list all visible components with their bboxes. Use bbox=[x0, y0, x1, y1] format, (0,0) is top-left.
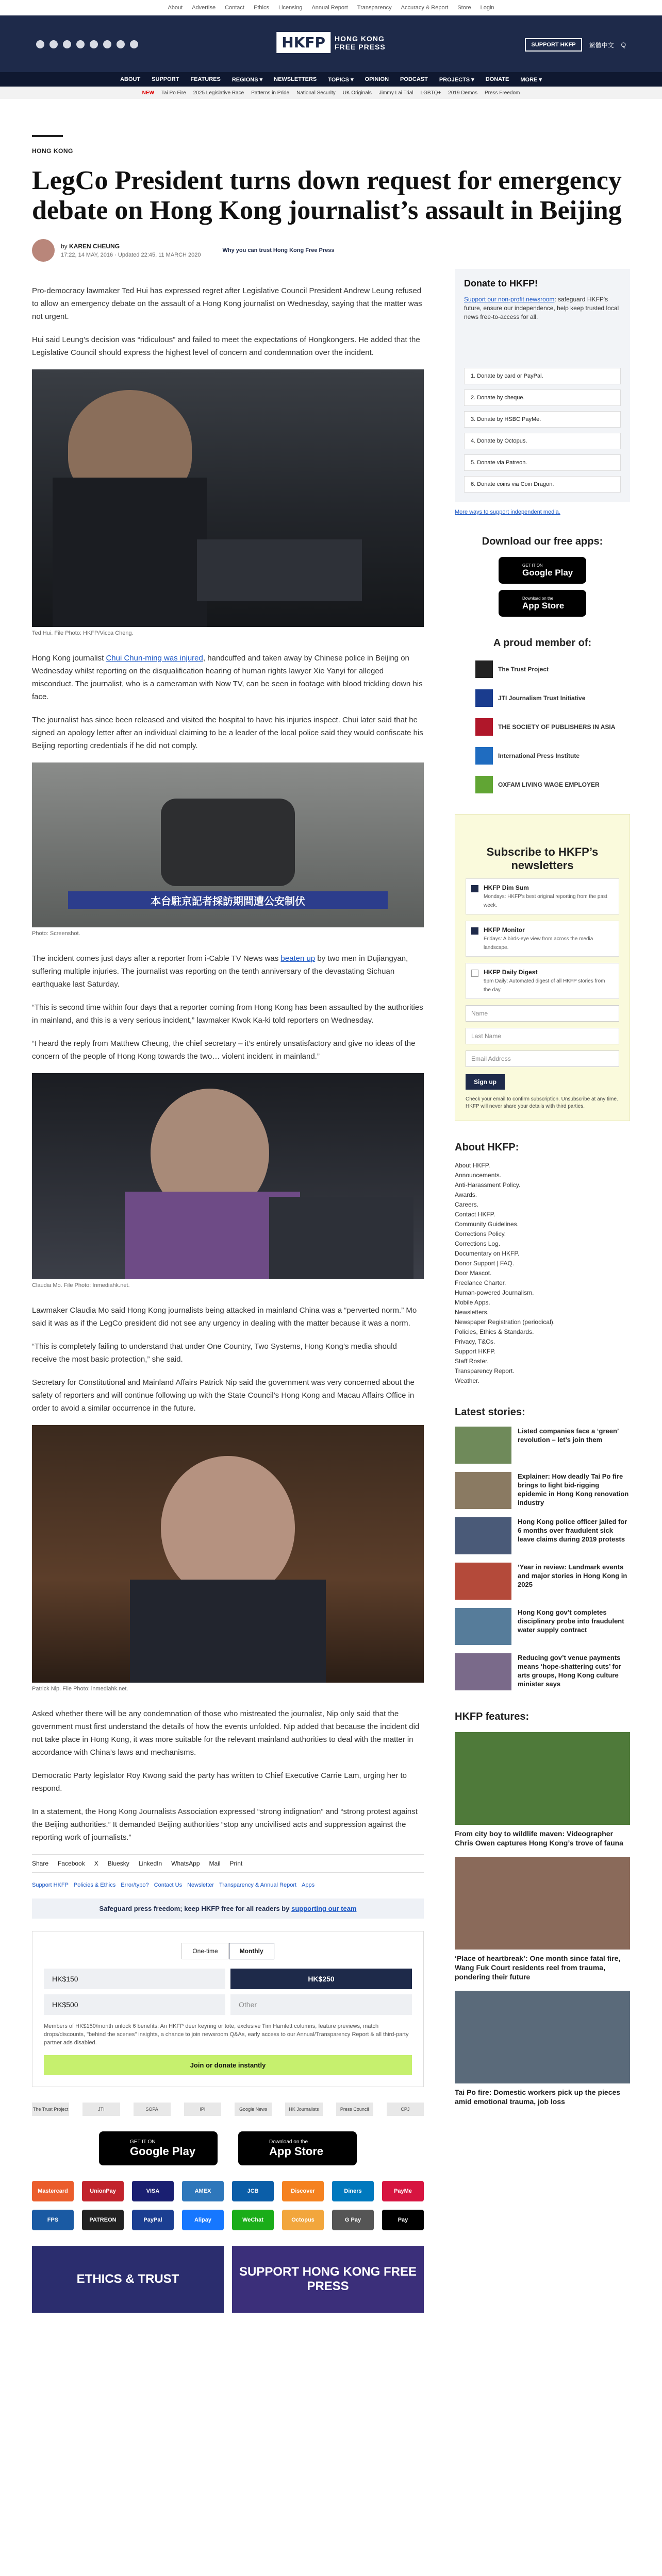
util-link[interactable]: Accuracy & Report bbox=[401, 4, 449, 11]
name-field[interactable]: Name bbox=[466, 1005, 619, 1022]
feature-story[interactable] bbox=[455, 1732, 630, 1848]
share-link[interactable]: Facebook bbox=[58, 1860, 85, 1867]
feature-story[interactable] bbox=[455, 1991, 630, 2106]
story-thumbnail[interactable] bbox=[455, 1608, 511, 1645]
logo-line1: HONG KONG bbox=[335, 34, 385, 43]
payment-logo: VISA bbox=[132, 2181, 174, 2201]
nav-item[interactable]: FEATURES bbox=[190, 76, 221, 82]
footer-link[interactable]: Policies & Ethics bbox=[73, 1882, 116, 1888]
trending-item[interactable]: Tai Po Fire bbox=[161, 90, 186, 96]
about-link[interactable]: Documentary on HKFP. bbox=[455, 1250, 520, 1257]
paragraph-9: “This is completely failing to understand that under One Country, Two Systems, Hong Kong’s media should receive the most basic protection,” she said. bbox=[32, 1342, 397, 1364]
member-item[interactable] bbox=[455, 776, 630, 793]
newsletter-title: Subscribe to HKFP’s newsletters bbox=[486, 845, 599, 872]
author-prefix: by bbox=[61, 243, 68, 250]
sign-up-button[interactable]: Sign up bbox=[466, 1074, 505, 1090]
newsletter-checkbox[interactable] bbox=[471, 970, 478, 977]
partner-logo[interactable]: HK Journalists bbox=[285, 2103, 322, 2116]
newsletter-checkbox[interactable] bbox=[471, 885, 478, 892]
nav-item[interactable]: DONATE bbox=[485, 76, 509, 82]
nav-item[interactable]: PODCAST bbox=[400, 76, 428, 82]
sgp-line1: GET IT ON bbox=[522, 563, 543, 568]
payment-logo: Diners bbox=[332, 2181, 374, 2201]
partner-logo[interactable]: CPJ bbox=[387, 2103, 424, 2116]
search-icon[interactable]: Q bbox=[621, 41, 626, 48]
about-link[interactable]: Privacy, T&Cs. bbox=[455, 1338, 495, 1345]
paragraph-13: In a statement, the Hong Kong Journalists Association expressed “strong indignation” and “strong protest against the Beijing authorities.” It demanded Beijing authorities “stop any uncivilised acts and suppression against the reporting work of journalists.” bbox=[32, 1807, 418, 1842]
about-link[interactable]: Announcements. bbox=[455, 1172, 502, 1179]
footer-link[interactable]: Support HKFP bbox=[32, 1882, 69, 1888]
donate-option[interactable]: 5. Donate via Patreon. bbox=[464, 454, 621, 471]
nav-item[interactable]: PROJECTS ▾ bbox=[439, 76, 474, 83]
nav-item[interactable]: TOPICS ▾ bbox=[328, 76, 354, 83]
payment-logo: AMEX bbox=[182, 2181, 224, 2201]
sas-line1: Download on the bbox=[522, 596, 554, 601]
member-logo bbox=[475, 776, 493, 793]
paragraph-10: Secretary for Constitutional and Mainland Affairs Patrick Nip said the government was very concerned about the safety of reporters and will continue following up with the State Council’s Hong Kong and Macau Affairs Office in order to avoid a similar occurrence in the future. bbox=[32, 1378, 415, 1413]
site-header bbox=[0, 15, 662, 72]
amount-250[interactable]: HK$250 bbox=[230, 1969, 412, 1989]
newsletter-option[interactable] bbox=[466, 963, 619, 999]
sgp-line2: Google Play bbox=[522, 567, 573, 578]
util-link[interactable]: Store bbox=[457, 4, 471, 11]
sidebar-google-play[interactable] bbox=[499, 557, 586, 584]
donate-option[interactable]: 4. Donate by Octopus. bbox=[464, 433, 621, 449]
share-link[interactable]: Mail bbox=[209, 1860, 221, 1867]
newsletter-name: HKFP Monitor bbox=[484, 926, 525, 934]
facebook-icon[interactable] bbox=[36, 40, 44, 48]
linkedin-icon[interactable] bbox=[103, 40, 111, 48]
article-footer-links bbox=[32, 1882, 424, 1888]
photo-claudia-mo bbox=[32, 1073, 424, 1279]
paragraph-3 bbox=[32, 652, 424, 703]
utility-bar bbox=[0, 0, 662, 15]
chui-injured-link[interactable]: Chui Chun-ming was injured bbox=[106, 654, 203, 663]
latest-story[interactable] bbox=[455, 1427, 630, 1464]
newsletter-name: HKFP Daily Digest bbox=[484, 969, 538, 976]
story-thumbnail[interactable] bbox=[455, 1563, 511, 1600]
gp-line2: Google Play bbox=[130, 2144, 196, 2158]
donate-widget bbox=[32, 1931, 424, 2087]
newsletter-desc: Mondays: HKFP's best original reporting from the past week. bbox=[484, 894, 607, 908]
photo-suit bbox=[53, 478, 207, 627]
payment-logo: Pay bbox=[382, 2210, 424, 2230]
latest-story[interactable] bbox=[455, 1563, 630, 1600]
newsletter-option[interactable] bbox=[466, 878, 619, 914]
payment-logo: PayPal bbox=[132, 2210, 174, 2230]
amount-500[interactable]: HK$500 bbox=[44, 1994, 225, 2015]
footer-link[interactable]: Apps bbox=[302, 1882, 315, 1888]
donate-option[interactable]: 3. Donate by HSBC PayMe. bbox=[464, 411, 621, 428]
about-link[interactable]: Contact HKFP. bbox=[455, 1211, 495, 1218]
about-link[interactable]: Awards. bbox=[455, 1191, 477, 1198]
member-logo bbox=[475, 718, 493, 736]
newsletter-desc: Fridays: A birds-eye view from across the media landscape. bbox=[484, 936, 593, 951]
author-name[interactable]: KAREN CHEUNG bbox=[69, 243, 120, 250]
paragraph-11: Asked whether there will be any condemnation of those who mistreated the journalist, Nip only said that the government must first understand the details of how the events unfolded. Nip added that because the incident did not take place in Hong Kong, it was more suitable for the relevant mainland authorities to deal with the matter in accordance with China’s laws and mechanisms. bbox=[32, 1709, 420, 1757]
story-title[interactable]: Reducing gov’t venue payments means ‘hope-shattering cuts’ for arts groups, Hong Kong culture minister says bbox=[518, 1654, 621, 1688]
member-name: THE SOCIETY OF PUBLISHERS IN ASIA bbox=[498, 723, 616, 731]
feature-image[interactable] bbox=[455, 1857, 630, 1950]
paragraph-2: Hui said Leung’s decision was “ridiculous” and failed to meet the expectations of Hongkongers. He added that the Legislative Council should express the highest level of concern and condemnation over the incident. bbox=[32, 335, 420, 357]
newsletter-option[interactable] bbox=[466, 921, 619, 957]
newsletter-options bbox=[466, 878, 619, 999]
tab-monthly[interactable]: Monthly bbox=[229, 1943, 274, 1959]
sas-line2: App Store bbox=[522, 600, 565, 611]
partner-logo[interactable]: JTI bbox=[82, 2103, 120, 2116]
util-link[interactable]: About bbox=[168, 4, 183, 11]
footer-link[interactable]: Transparency & Annual Report bbox=[219, 1882, 297, 1888]
support-banner[interactable]: SUPPORT HONG KONG FREE PRESS bbox=[232, 2246, 424, 2313]
share-link[interactable]: WhatsApp bbox=[171, 1860, 200, 1867]
member-item[interactable] bbox=[455, 747, 630, 765]
subscribe-note: Check your email to confirm subscription. Unsubscribe at any time. HKFP will never share your details with third parties. bbox=[466, 1096, 618, 1109]
newsletter-signup bbox=[455, 814, 630, 1121]
about-link[interactable]: Community Guidelines. bbox=[455, 1221, 519, 1228]
promo-banners bbox=[32, 2246, 424, 2313]
latest-title: Latest stories: bbox=[455, 1406, 525, 1418]
trending-item[interactable]: Press Freedom bbox=[485, 90, 520, 96]
feature-image[interactable] bbox=[455, 1732, 630, 1825]
article-kicker[interactable]: HONG KONG bbox=[32, 147, 73, 155]
story-thumbnail[interactable] bbox=[455, 1427, 511, 1464]
photo-microphones bbox=[197, 539, 362, 601]
apps-title: Download our free apps: bbox=[482, 536, 603, 547]
photo-subject bbox=[161, 1456, 295, 1600]
nav-item[interactable]: OPINION bbox=[365, 76, 389, 82]
story-title[interactable]: Hong Kong police officer jailed for 6 months over fraudulent sick leave claims during 2019 protests bbox=[518, 1518, 627, 1543]
gp-line1: GET IT ON bbox=[130, 2139, 156, 2145]
about-link[interactable]: Donor Support | FAQ. bbox=[455, 1260, 515, 1267]
donate-option[interactable]: 1. Donate by card or PayPal. bbox=[464, 368, 621, 384]
nav-item[interactable]: NEWSLETTERS bbox=[274, 76, 317, 82]
util-link[interactable]: Contact bbox=[225, 4, 244, 11]
share-link[interactable]: Print bbox=[229, 1860, 243, 1867]
byline bbox=[32, 239, 424, 262]
latest-stories bbox=[455, 1427, 630, 1690]
safeguard-banner bbox=[32, 1899, 424, 1919]
donate-title: Donate to HKFP! bbox=[464, 278, 538, 289]
non-profit-link[interactable]: Support our non-profit newsroom bbox=[464, 296, 555, 303]
as-line2: App Store bbox=[269, 2144, 324, 2158]
payment-logo: UnionPay bbox=[82, 2181, 124, 2201]
footer-link[interactable]: Newsletter bbox=[187, 1882, 214, 1888]
p3-post: , handcuffed and taken away by Chinese police in Beijing on Wednesday whilst reporting on the disqualification hearing of human rights lawyer Xie Yanyi for alleged misconduct. The journalist, who is a cameraman with Now TV, can be seen in footage with blood trickling down his face. bbox=[32, 654, 423, 701]
latest-story[interactable] bbox=[455, 1653, 630, 1690]
article-dates: 17:22, 14 MAY, 2016 · Updated 22:45, 11 MARCH 2020 bbox=[61, 252, 201, 258]
x-icon[interactable] bbox=[49, 40, 58, 48]
member-item[interactable] bbox=[455, 660, 630, 678]
payment-logo: Discover bbox=[282, 2181, 324, 2201]
photo-screenshot bbox=[32, 762, 424, 927]
beaten-up-link[interactable]: beaten up bbox=[280, 954, 316, 963]
nav-item[interactable]: REGIONS ▾ bbox=[231, 76, 263, 83]
latest-story[interactable] bbox=[455, 1517, 630, 1554]
logo-words bbox=[335, 35, 386, 51]
trending-item[interactable]: 2019 Demos bbox=[448, 90, 477, 96]
partner-logo[interactable]: Google News bbox=[235, 2103, 272, 2116]
trending-item[interactable]: LGBTQ+ bbox=[420, 90, 441, 96]
story-thumbnail[interactable] bbox=[455, 1472, 511, 1509]
donate-sidebar bbox=[455, 269, 630, 502]
about-link[interactable]: Door Mascot. bbox=[455, 1269, 492, 1277]
amount-150[interactable]: HK$150 bbox=[44, 1969, 225, 1989]
app-store-button[interactable] bbox=[238, 2131, 357, 2165]
new-badge: NEW bbox=[142, 90, 154, 96]
photo-patrick-nip bbox=[32, 1425, 424, 1683]
join-donate-button[interactable]: Join or donate instantly bbox=[44, 2055, 412, 2075]
member-name: The Trust Project bbox=[498, 666, 549, 673]
about-link[interactable]: Freelance Charter. bbox=[455, 1279, 506, 1286]
about-link[interactable]: Corrections Policy. bbox=[455, 1230, 506, 1238]
as-line1: Download on the bbox=[269, 2139, 308, 2145]
paragraph-6: “This is second time within four days that a reporter coming from Hong Kong has been assaulted by the authorities in mainland, and this is a very serious incident,” lawmaker Kwok Ka-ki told reporters on Wednesday. bbox=[32, 1003, 423, 1025]
language-switch[interactable]: 繁體中文 bbox=[589, 41, 614, 49]
about-links bbox=[455, 1161, 630, 1386]
sidebar-app-store[interactable] bbox=[499, 590, 586, 617]
p5-post: by two men in Dujiangyan, suffering multiple injuries. The journalist was reporting on the tenth anniversary of the devastating Sichuan earthquake last Saturday. bbox=[32, 954, 408, 989]
sidebar bbox=[455, 269, 630, 2106]
amount-other[interactable]: Other bbox=[230, 1994, 412, 2015]
payment-logo: FPS bbox=[32, 2210, 74, 2230]
member-title: A proud member of: bbox=[493, 637, 592, 649]
member-name: International Press Institute bbox=[498, 752, 580, 759]
author-avatar bbox=[32, 239, 55, 262]
util-link[interactable]: Licensing bbox=[278, 4, 303, 11]
nav-item[interactable]: SUPPORT bbox=[152, 76, 179, 82]
member-item[interactable] bbox=[455, 718, 630, 736]
feature-stories bbox=[455, 1732, 630, 2106]
about-link[interactable]: Policies, Ethics & Standards. bbox=[455, 1328, 534, 1335]
partner-logos bbox=[32, 2103, 424, 2116]
latest-story[interactable] bbox=[455, 1472, 630, 1509]
donate-desc bbox=[464, 295, 621, 321]
donate-art bbox=[464, 321, 621, 363]
partner-logo[interactable]: SOPA bbox=[134, 2103, 171, 2116]
feature-story[interactable] bbox=[455, 1857, 630, 1981]
paragraph-5 bbox=[32, 952, 424, 991]
payment-logo: JCB bbox=[232, 2181, 274, 2201]
logo-mark: HKFP bbox=[276, 32, 330, 53]
about-link[interactable]: Corrections Log. bbox=[455, 1240, 501, 1247]
donate-desc-text: : safeguard HKFP's future, ensure our independence, help keep trusted local news free-to-access for all. bbox=[464, 296, 619, 320]
donate-options bbox=[464, 368, 621, 493]
feature-title[interactable]: Tai Po fire: Domestic workers pick up the pieces amid emotional trauma, job loss bbox=[455, 2088, 621, 2106]
caption-1: Ted Hui. File Photo: HKFP/Vicca Cheng. bbox=[32, 630, 134, 636]
feature-title[interactable]: ‘Place of heartbreak’: One month since fatal fire, Wang Fuk Court residents reel from trauma, pondering their future bbox=[455, 1954, 621, 1981]
latest-story[interactable] bbox=[455, 1608, 630, 1645]
supporting-team-link[interactable]: supporting our team bbox=[291, 1905, 357, 1912]
paragraph-4: The journalist has since been released and visited the hospital to have his injuries inspect. Chui later said that he signed an apology letter after an individual claiming to be a leader of the local police said they would confiscate his Beijing reporting credentials if he did not comply. bbox=[32, 716, 423, 750]
donate-note: Members of HK$150/month unlock 6 benefits: An HKFP deer keyring or tote, exclusive Tim Hamlett columns, feature previews, match drops/discounts, "behind the scenes" insights, a chance to join newsroom Q&As, early access to our Annual/Transparency Report & all third-party partner ads disabled. bbox=[44, 2023, 409, 2046]
kicker-rule bbox=[32, 135, 63, 137]
about-link[interactable]: Newsletters. bbox=[455, 1309, 489, 1316]
member-list bbox=[455, 660, 630, 793]
share-link[interactable]: LinkedIn bbox=[138, 1860, 162, 1867]
caption-4: Patrick Nip. File Photo: inmediahk.net. bbox=[32, 1686, 128, 1692]
photo-microphones bbox=[269, 1197, 413, 1279]
payment-logo: G Pay bbox=[332, 2210, 374, 2230]
member-logo bbox=[475, 747, 493, 765]
story-thumbnail[interactable] bbox=[455, 1653, 511, 1690]
feature-image[interactable] bbox=[455, 1991, 630, 2083]
story-title[interactable]: Explainer: How deadly Tai Po fire brings to light bid-rigging epidemic in Hong Kong renovation industry bbox=[518, 1472, 629, 1506]
p3-pre: Hong Kong journalist bbox=[32, 654, 106, 663]
about-link[interactable]: Anti-Harassment Policy. bbox=[455, 1181, 521, 1189]
features-title: HKFP features: bbox=[455, 1711, 529, 1722]
main-nav bbox=[0, 72, 662, 87]
payment-logo: Octopus bbox=[282, 2210, 324, 2230]
about-link[interactable]: Newspaper Registration (periodical). bbox=[455, 1318, 555, 1326]
payment-logo: Mastercard bbox=[32, 2181, 74, 2201]
about-link[interactable]: Weather. bbox=[455, 1377, 479, 1384]
member-name: OXFAM LIVING WAGE EMPLOYER bbox=[498, 781, 600, 788]
paragraph-1: Pro-democracy lawmaker Ted Hui has expressed regret after Legislative Council President Andrew Leung refused to allow an emergency debate on the assault of a Hong Kong journalist on Wednesday, saying that the matter was not urgent. bbox=[32, 286, 422, 321]
share-link[interactable]: X bbox=[94, 1860, 98, 1867]
footer-link[interactable]: Contact Us bbox=[154, 1882, 183, 1888]
story-thumbnail[interactable] bbox=[455, 1517, 511, 1554]
payment-logo: Alipay bbox=[182, 2210, 224, 2230]
photo-ted-hui bbox=[32, 369, 424, 627]
about-title: About HKFP: bbox=[455, 1142, 519, 1153]
social-icons bbox=[36, 40, 138, 48]
util-link[interactable]: Advertise bbox=[192, 4, 216, 11]
trending-bar bbox=[0, 87, 662, 99]
payment-logos bbox=[32, 2181, 424, 2230]
last-name-field[interactable]: Last Name bbox=[466, 1028, 619, 1044]
share-bar bbox=[32, 1854, 424, 1873]
feature-title[interactable]: From city boy to wildlife maven: Videographer Chris Owen captures Hong Kong’s trove of fauna bbox=[455, 1829, 623, 1847]
article-title: LegCo President turns down request for emergency debate on Hong Kong journalist’s assault in Beijing bbox=[32, 166, 622, 225]
trending-item[interactable]: UK Originals bbox=[342, 90, 372, 96]
donate-option[interactable]: 6. Donate coins via Coin Dragon. bbox=[464, 476, 621, 493]
telegram-icon[interactable] bbox=[117, 40, 125, 48]
member-logo bbox=[475, 660, 493, 678]
trust-link[interactable]: Why you can trust Hong Kong Free Press bbox=[222, 247, 335, 253]
support-hkfp-button[interactable]: SUPPORT HKFP bbox=[525, 38, 582, 52]
site-logo[interactable] bbox=[276, 32, 385, 53]
paragraph-7: “I heard the reply from Matthew Cheung, the chief secretary – it’s entirely unsatisfactory and give no ideas of the concern of the people of Hong Kong towards the two… violent incident in mainland.” bbox=[32, 1039, 416, 1061]
story-title[interactable]: ‘Year in review: Landmark events and major stories in Hong Kong in 2025 bbox=[518, 1563, 627, 1588]
caption-2: Photo: Screenshot. bbox=[32, 930, 80, 937]
tab-one-time[interactable]: One-time bbox=[181, 1943, 228, 1959]
member-name: JTI Journalism Trust Initiative bbox=[498, 694, 586, 702]
nav-item[interactable]: ABOUT bbox=[120, 76, 141, 82]
newsletter-name: HKFP Dim Sum bbox=[484, 884, 529, 891]
screenshot-banner: 本台駐京記者採訪期間遭公安制伏 bbox=[68, 891, 388, 909]
trending-item[interactable]: National Security bbox=[296, 90, 336, 96]
caption-3: Claudia Mo. File Photo: Inmediahk.net. bbox=[32, 1282, 130, 1289]
paragraph-12: Democratic Party legislator Roy Kwong said the party has written to Chief Executive Carrie Lam, urging her to respond. bbox=[32, 1771, 407, 1793]
payment-logo: WeChat bbox=[232, 2210, 274, 2230]
p5-pre: The incident comes just days after a reporter from i-Cable TV News was bbox=[32, 954, 281, 963]
story-title[interactable]: Listed companies face a ‘green’ revolution – let’s join them bbox=[518, 1427, 619, 1444]
rss-icon[interactable] bbox=[130, 40, 138, 48]
util-link[interactable]: Transparency bbox=[357, 4, 392, 11]
email-field[interactable]: Email Address bbox=[466, 1050, 619, 1067]
nav-item[interactable]: MORE ▾ bbox=[520, 76, 542, 83]
donate-option[interactable]: 2. Donate by cheque. bbox=[464, 389, 621, 406]
google-play-button[interactable] bbox=[99, 2131, 218, 2165]
photo-suit bbox=[130, 1580, 326, 1683]
youtube-icon[interactable] bbox=[90, 40, 98, 48]
about-link[interactable]: Mobile Apps. bbox=[455, 1299, 490, 1306]
about-link[interactable]: Staff Roster. bbox=[455, 1358, 489, 1365]
photo-figures bbox=[161, 799, 295, 886]
partner-logo[interactable]: Press Council bbox=[336, 2103, 373, 2116]
trending-item[interactable]: 2025 Legislative Race bbox=[193, 90, 244, 96]
about-link[interactable]: Human-powered Journalism. bbox=[455, 1289, 534, 1296]
trending-item[interactable]: Patterns in Pride bbox=[251, 90, 290, 96]
util-link[interactable]: Annual Report bbox=[311, 4, 348, 11]
logo-line2: FREE PRESS bbox=[335, 42, 386, 51]
ethics-banner[interactable]: ETHICS & TRUST bbox=[32, 2246, 224, 2313]
about-link[interactable]: About HKFP. bbox=[455, 1162, 490, 1169]
about-link[interactable]: Careers. bbox=[455, 1201, 479, 1208]
about-link[interactable]: Support HKFP. bbox=[455, 1348, 496, 1355]
newsletter-checkbox[interactable] bbox=[471, 927, 478, 935]
payment-logo: PATREON bbox=[82, 2210, 124, 2230]
instagram-icon[interactable] bbox=[63, 40, 71, 48]
member-logo bbox=[475, 689, 493, 707]
trending-item[interactable]: Jimmy Lai Trial bbox=[378, 90, 413, 96]
util-link[interactable]: Ethics bbox=[253, 4, 269, 11]
more-ways-link[interactable]: More ways to support independent media. bbox=[455, 509, 560, 515]
share-label: Share bbox=[32, 1860, 49, 1867]
bottom-app-buttons bbox=[32, 2131, 424, 2165]
payment-logo: PayMe bbox=[382, 2181, 424, 2201]
share-link[interactable]: Bluesky bbox=[107, 1860, 129, 1867]
member-item[interactable] bbox=[455, 689, 630, 707]
threads-icon[interactable] bbox=[76, 40, 85, 48]
safeguard-text: Safeguard press freedom; keep HKFP free for all readers by bbox=[99, 1905, 292, 1912]
about-link[interactable]: Transparency Report. bbox=[455, 1367, 515, 1375]
partner-logo[interactable]: IPI bbox=[184, 2103, 221, 2116]
util-link[interactable]: Login bbox=[480, 4, 494, 11]
newsletter-desc: 9pm Daily: Automated digest of all HKFP stories from the day. bbox=[484, 978, 605, 993]
paragraph-8: Lawmaker Claudia Mo said Hong Kong journalists being attacked in mainland China was a “perverted norm.” Mo said it was as if the LegCo president did not see any urgency in dealing with the matter because it was a norm. bbox=[32, 1306, 417, 1328]
footer-link[interactable]: Error/typo? bbox=[121, 1882, 149, 1888]
story-title[interactable]: Hong Kong gov’t completes disciplinary probe into fraudulent water supply contract bbox=[518, 1608, 624, 1634]
partner-logo[interactable]: The Trust Project bbox=[32, 2103, 69, 2116]
